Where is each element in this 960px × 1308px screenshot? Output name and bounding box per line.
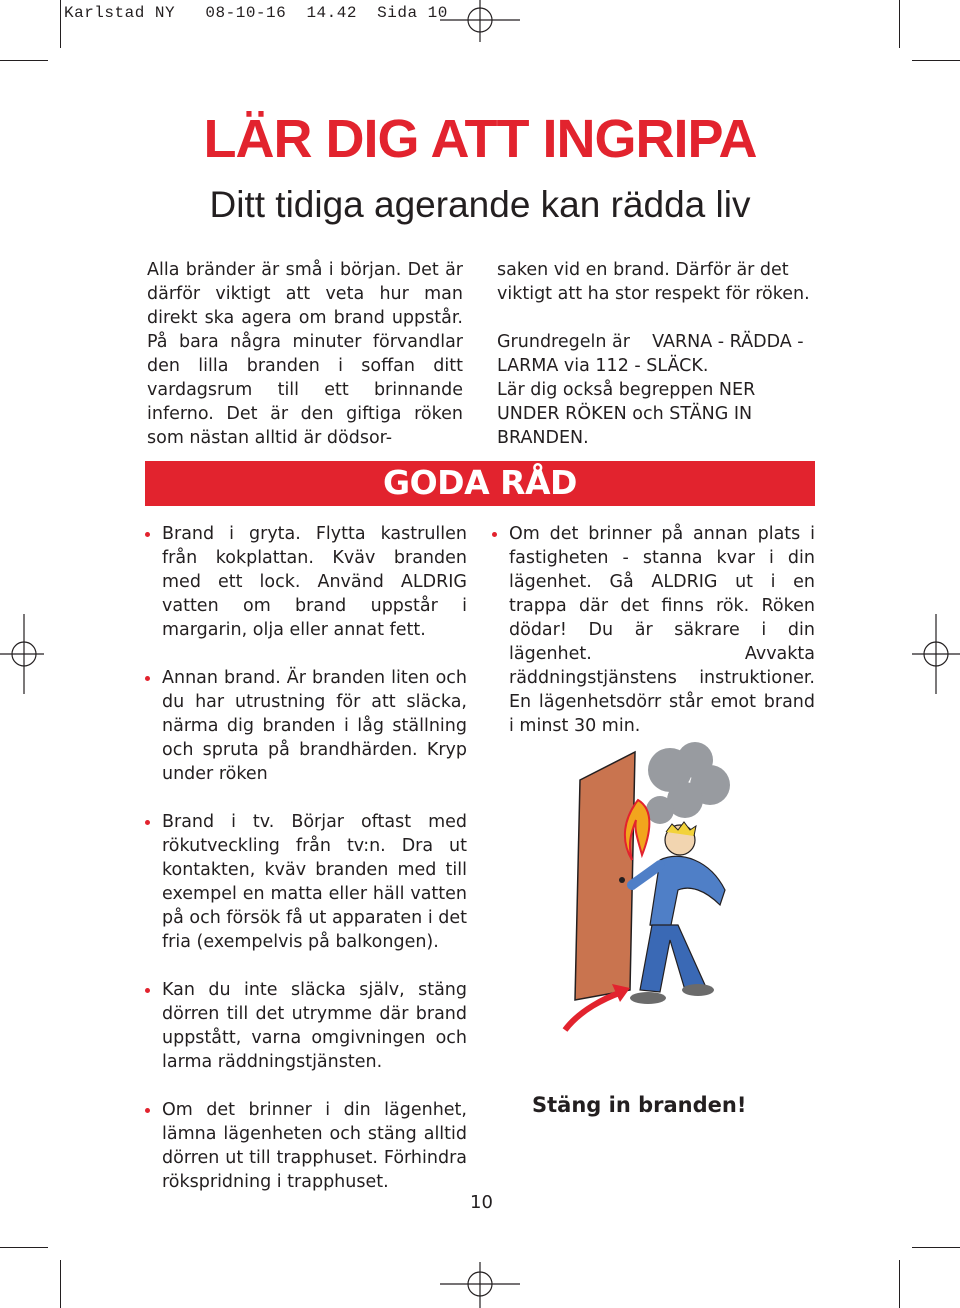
section-banner — [145, 461, 815, 506]
list-item: Kan du inte släcka själv, stäng dörren till det utrymme där brand uppstått, varna omgivningen och larma räddningstjänsten. — [145, 978, 467, 1074]
closing-door-illustration — [560, 740, 740, 1040]
registration-mark-icon — [912, 614, 960, 694]
crop-mark — [899, 0, 900, 48]
intro-column-left — [147, 258, 463, 450]
list-item: Brand i tv. Börjar oftast med rökutveckling från tv:n. Dra ut kontakten, kväv branden med till exempel en matta eller häll vatten på och försök få ut apparaten i det fria (exempelvis på balkongen). — [145, 810, 467, 954]
illustration-caption: Stäng in branden! — [532, 1093, 747, 1117]
crop-mark — [899, 1260, 900, 1308]
smoke-icon — [646, 742, 730, 824]
section-heading: GODA RÅD — [383, 463, 577, 502]
list-item: Om det brinner i din lägenhet, lämna lägenheten och stäng alltid dörren ut till trapphuset. Förhindra rökspridning i trapphuset. — [145, 1098, 467, 1194]
intro-paragraph: Grundregeln är VARNA - RÄDDA - LARMA via 112 - SLÄCK. — [497, 332, 810, 376]
crop-mark — [0, 60, 48, 61]
door-icon — [575, 752, 635, 1000]
intro-paragraph: saken vid en brand. Därför är det viktigt att ha stor respekt för röken. — [497, 260, 810, 304]
list-item: Brand i gryta. Flytta kastrullen från kokplattan. Kväv branden med ett lock. Använd ALDRIG vatten om brand uppstår i margarin, olja eller annat fett. — [145, 522, 467, 642]
crop-mark — [60, 0, 61, 48]
list-item: Annan brand. Är branden liten och du har utrustning för att släcka, närma dig branden i låg ställning och spruta på brandhärden. Kryp under röken — [145, 666, 467, 786]
registration-mark-icon — [0, 614, 44, 694]
intro-column-right — [497, 258, 813, 450]
list-item: Om det brinner på annan plats i fastigheten - stanna kvar i din lägenhet. Gå ALDRIG ut i en trappa där det finns rök. Röken dödar! Du är säkrare i din lägenhet. Avvakta räddningstjänstens instruktioner. En lägenhetsdörr står emot brand i minst 30 min. — [492, 522, 815, 738]
page-title: LÄR DIG ATT INGRIPA — [203, 109, 757, 169]
crop-mark — [60, 1260, 61, 1308]
tips-list-right — [492, 522, 815, 762]
crop-mark — [912, 60, 960, 61]
page-subtitle: Ditt tidiga agerande kan rädda liv — [209, 184, 751, 225]
arrow-icon — [565, 992, 622, 1030]
registration-mark-icon — [440, 1262, 520, 1308]
intro-paragraph: Lär dig också begreppen NER UNDER RÖKEN och STÄNG IN BRANDEN. — [497, 380, 756, 448]
intro-paragraph: Alla bränder är små i början. Det är därför viktigt att veta hur man direkt ska agera om brand uppstår. På bara några minuter förvandlar den lilla branden i soffan ditt vardagsrum till ett brinnande inferno. Det är den giftiga röken som nästan alltid är dödsor- — [147, 260, 463, 448]
print-slug: Karlstad NY 08-10-16 14.42 Sida 10 — [64, 4, 448, 22]
crop-mark — [912, 1247, 960, 1248]
tips-list-left — [145, 522, 467, 1218]
registration-mark-icon — [440, 0, 520, 42]
page-number: 10 — [470, 1192, 493, 1213]
crop-mark — [0, 1247, 48, 1248]
